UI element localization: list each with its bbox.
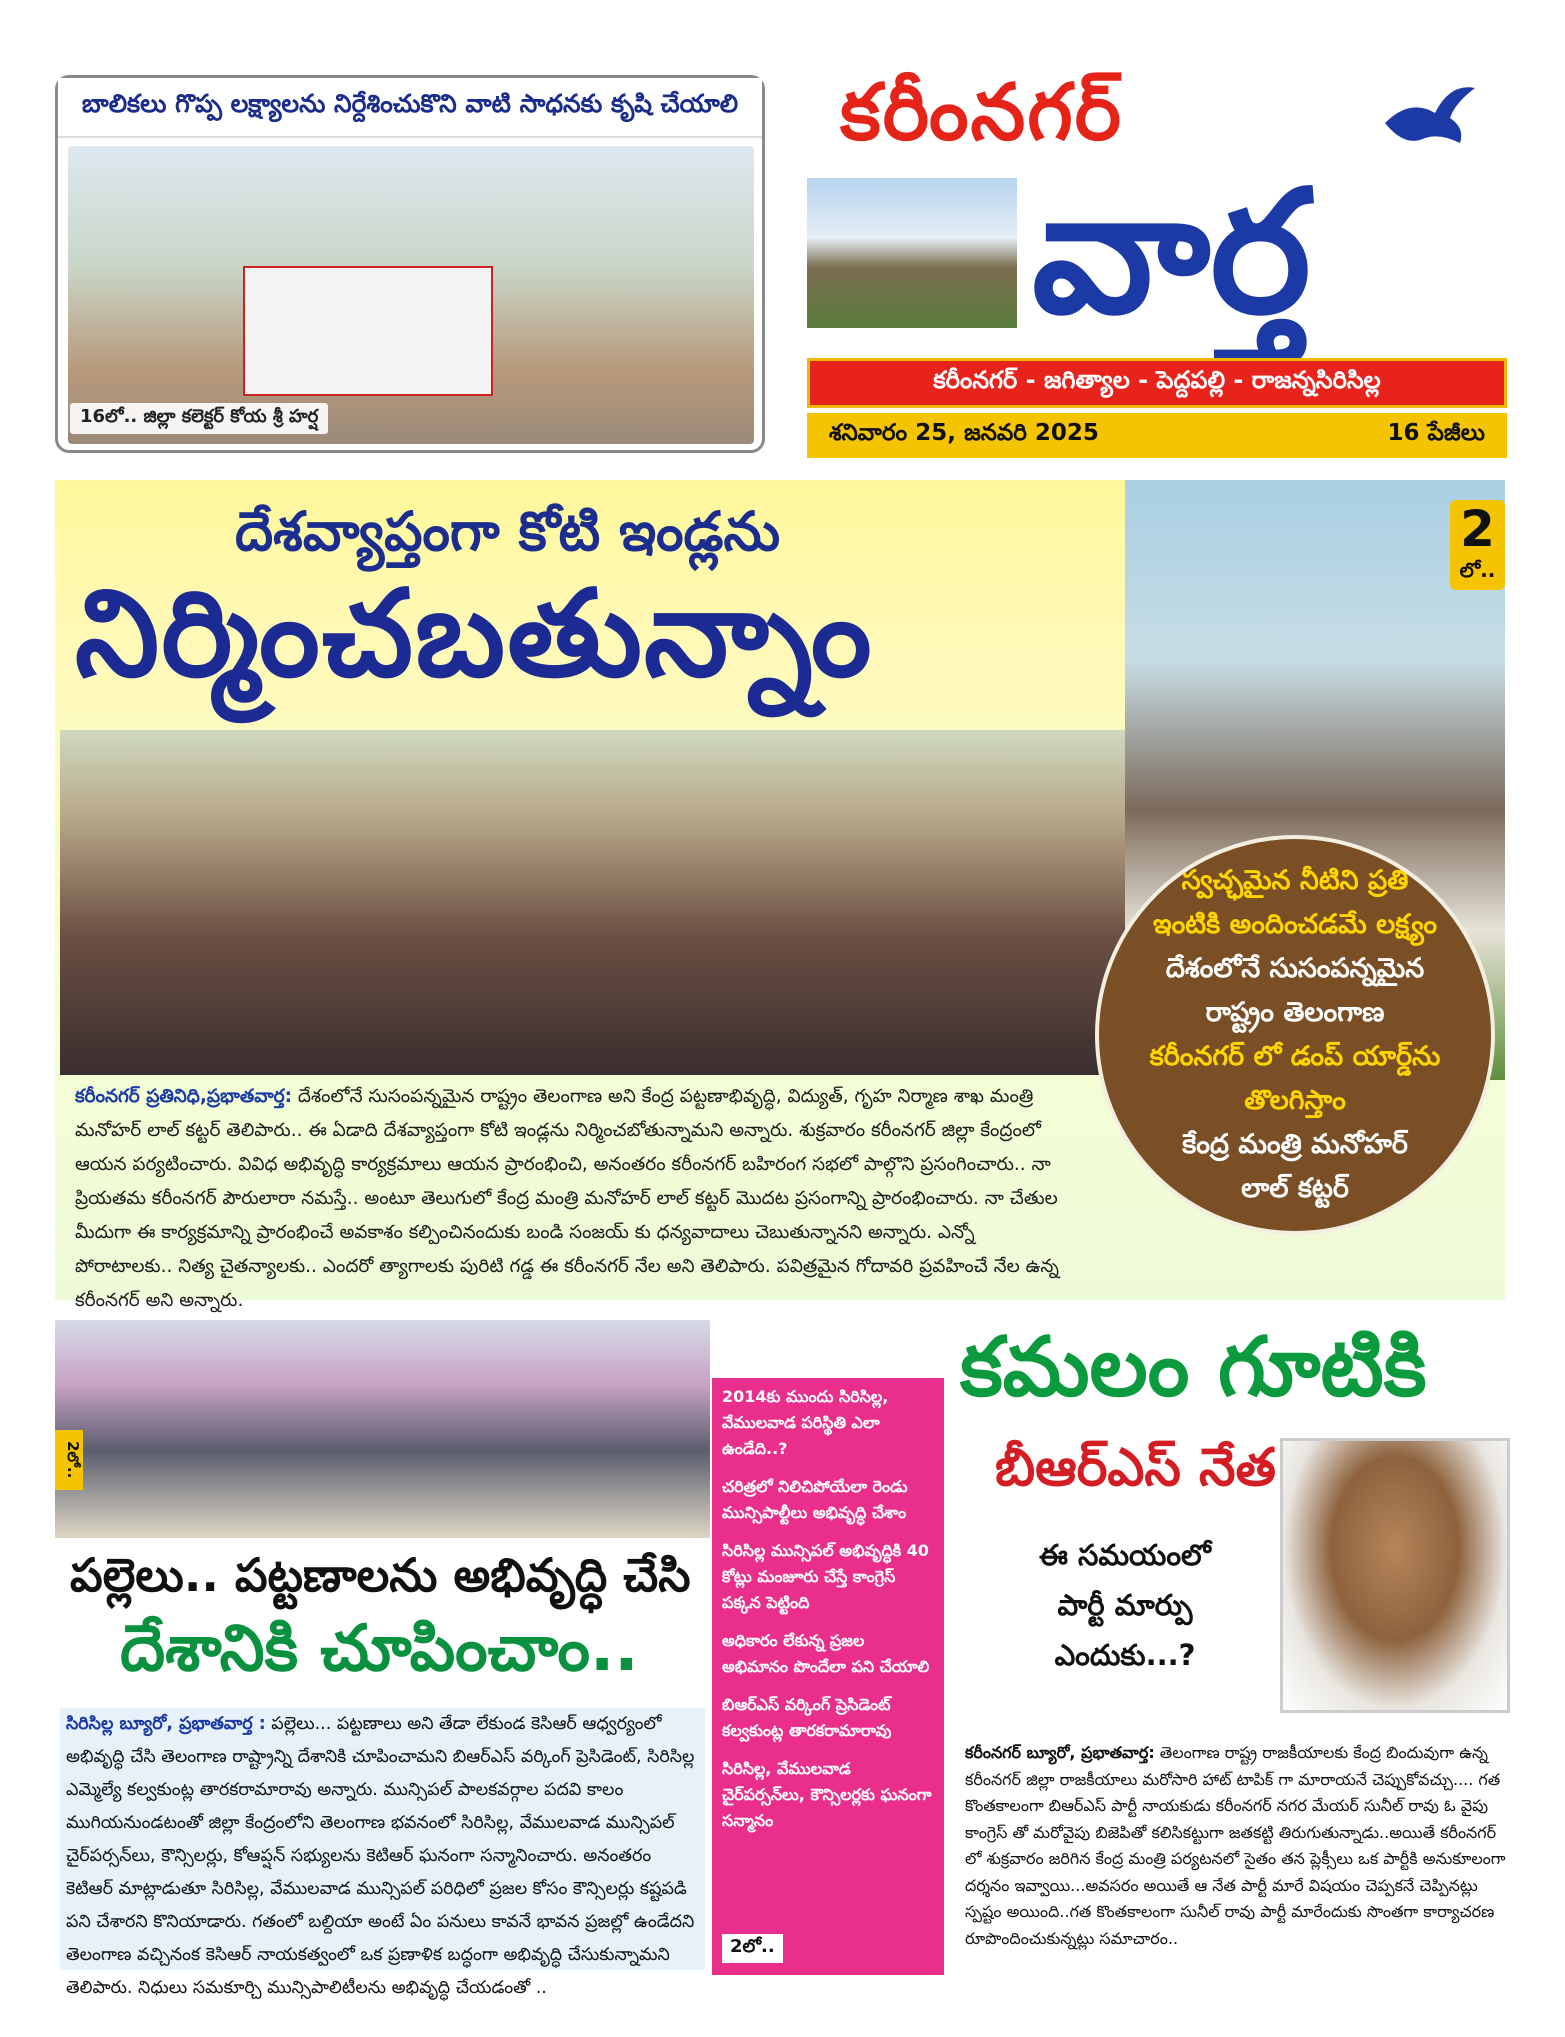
question-line: పార్టీ మార్పు — [1057, 1588, 1193, 1622]
promo-photo — [68, 146, 754, 444]
masthead-regions: కరీంనగర్ - జగిత్యాల - పెద్దపల్లి - రాజన్నసిరిసిల్ల — [807, 358, 1507, 408]
story-party-portrait — [1280, 1438, 1510, 1713]
page-ref-badge — [1450, 500, 1505, 590]
quote-line: లాల్ కట్టర్ — [1241, 1173, 1349, 1204]
story-ktr-photo — [55, 1320, 710, 1538]
lead-body — [75, 1080, 1065, 1318]
highlights-page-ref: 2లో.. — [722, 1934, 783, 1963]
quote-line: కేంద్ర మంత్రి మనోహర్ — [1182, 1129, 1408, 1160]
masthead — [802, 58, 1510, 463]
story-ktr-body — [60, 1708, 705, 1998]
lead-photo-inauguration — [60, 730, 1125, 1075]
quote-line: కరీంనగర్ లో డంప్ యార్డ్‌ను — [1149, 1041, 1441, 1072]
story-ktr-headline1: పల్లెలు.. పట్టణాలను అభివృద్ధి చేసి — [70, 1548, 691, 1602]
promo-caption: 16లో.. జిల్లా కలెక్టర్ కోయ శ్రీ హర్ష — [70, 403, 328, 434]
story-party-question — [995, 1530, 1255, 1680]
masthead-title-big: వార్త — [1032, 154, 1311, 352]
story-party-byline: కరీంనగర్ బ్యూరో, ప్రభాతవార్త: — [965, 1743, 1155, 1762]
highlight-item: చరిత్రలో నిలిచిపోయేలా రెండు మున్సిపాల్టీలు అభివృద్ధి చేశాం — [722, 1477, 908, 1522]
lead-headline: నిర్మించబతున్నాం — [75, 565, 874, 704]
promo-headline: బాలికలు గొప్ప లక్ష్యాలను నిర్దేశించుకొని వాటి సాధనకు కృషి చేయాలి — [58, 78, 762, 138]
highlight-item: సిరిసిల్ల, వేములవాడ చైర్‌పర్సన్‌లు, కౌన్సిలర్లకు ఘనంగా సన్మానం — [722, 1759, 932, 1830]
quote-line: ఇంటికి అందించడమే లక్ష్యం — [1152, 909, 1438, 940]
masthead-dateline — [807, 413, 1507, 458]
issue-date: శనివారం 25, జనవరి 2025 — [829, 419, 1099, 446]
highlight-item: బిఆర్ఎస్ వర్కింగ్ ప్రెసిడెంట్ కల్వకుంట్ల తారకరామారావు — [722, 1695, 892, 1740]
page-ref-label: లో.. — [1459, 558, 1496, 582]
lead-quote-circle — [1095, 835, 1495, 1235]
highlights-column — [712, 1378, 944, 1975]
highlight-item: అధికారం లేకున్న ప్రజల అభిమానం పొందేలా పని చేయాలి — [722, 1631, 930, 1676]
highlight-item: సిరిసిల్ల మున్సిపల్ అభివృద్ధికి 40 కోట్లు మంజూరు చేస్తే కాంగ్రెస్ పక్కన పెట్టింది — [722, 1541, 929, 1612]
quote-line: తొలగిస్తాం — [1244, 1085, 1346, 1116]
highlight-item: 2014కు ముందు సిరిసిల్ల, వేములవాడ పరిస్థితి ఎలా ఉండేది..? — [722, 1387, 889, 1458]
question-line: ఈ సమయంలో — [1039, 1538, 1211, 1572]
promo-box — [55, 75, 765, 453]
story-ktr-headline2: దేశానికి చూపించాం.. — [120, 1612, 639, 1686]
promo-photo-banner — [243, 266, 493, 396]
quote-line: దేశంలోనే సుసంపన్నమైన — [1165, 953, 1425, 984]
page-count: 16 పేజీలు — [1387, 419, 1485, 446]
highlights-list — [722, 1384, 934, 1834]
lead-story — [55, 480, 1505, 1311]
dove-icon — [1380, 78, 1480, 158]
question-line: ఎందుకు...? — [1054, 1638, 1196, 1672]
story-ktr-body-text: పల్లెలు... పట్టణాలు అని తేడా లేకుండ కెసిఆర్ ఆధ్వర్యంలో అభివృద్ధి చేసి తెలంగాణ రాష్ట్రాన్ని దేశానికి చూపించామని బిఆర్ఎస్ వర్కింగ్ ప్రెసిడెంట్, సిరిసిల్ల ఎమ్మెల్యే కల్వకుంట్ల తారకరామారావు అన్నారు. మున్సిపల్ పాలకవర్గాల పదవి కాలం ముగియనుండటంతో జిల్లా కేంద్రంలోని తెలంగాణ భవనంలో సిరిసిల్ల, వేములవాడ మున్సిపల్ చైర్‌పర్సన్‌లు, కౌన్సిలర్లు, కోఆప్షన్ సభ్యులను కెటిఆర్ ఘనంగా సన్మానించారు. అనంతరం కెటిఆర్ మాట్లాడుతూ సిరిసిల్ల, వేములవాడ మున్సిపల్ పరిధిలో ప్రజల కోసం కౌన్సిలర్లు కష్టపడి పని చేశారని కొనియాడారు. గతంలో బల్దియా అంటే ఏం పనులు కావనే భావన ప్రజల్లో ఉండేదని తెలంగాణ వచ్చినంక కెసిఆర్ నాయకత్వంలో ఒక ప్రణాళిక బద్ధంగా అభివృద్ధి చేసుకున్నామని తెలిపారు. నిధులు సమకూర్చి మున్సిపాలిటీలను అభివృద్ధి చేయడంతో .. — [66, 1714, 695, 1998]
story-party-headline1: కమలం గూటికి — [960, 1320, 1427, 1415]
quote-line: రాష్ట్రం తెలంగాణ — [1205, 997, 1385, 1028]
story-ktr — [55, 1320, 710, 1998]
story-party-body — [965, 1740, 1510, 1952]
quote-line: స్వచ్ఛమైన నీటిని ప్రతి — [1181, 865, 1409, 896]
masthead-top — [802, 58, 1510, 168]
story-party-headline2: బీఆర్ఎస్ నేత — [995, 1438, 1276, 1498]
story-party-body-text: తెలంగాణ రాష్ట్ర రాజకీయాలకు కేంద్ర బిందువుగా ఉన్న కరీంనగర్ జిల్లా రాజకీయాలు మరోసారి హాట్ టాపిక్ గా మారాయనే చెప్పుకోవచ్చు.... గత కొంతకాలంగా బిఆర్ఎస్ పార్టీ నాయకుడు కరీంనగర్ నగర మేయర్ సునీల్ రావు ఓ వైపు కాంగ్రెస్ తో మరోవైపు బిజెపితో కలిసికట్టుగా జతకట్టి తిరుగుతున్నాడు..అయితే కరీంనగర్ లో శుక్రవారం జరిగిన కేంద్ర మంత్రి పర్యటనలో సైతం తన ప్లెక్సీలు ఒక పార్టీకి అనుకూలంగా దర్శనం ఇవ్వాయి...అవసరం అయితే ఆ నేత పార్టీ మారే విషయం చెప్పకనే చెప్పినట్లు స్పష్టం అయింది..గత కొంతకాలంగా సునీల్ రావు పార్టీ మారేందుకు సొంతగా కార్యాచరణ రూపొందించుకున్నట్లు సమాచారం.. — [965, 1743, 1506, 1948]
story-ktr-page-ref: 2లో.. — [55, 1430, 83, 1490]
story-ktr-byline: సిరిసిల్ల బ్యూరో, ప్రభాతవార్త : — [66, 1714, 266, 1734]
lead-body-text: దేశంలోనే సుసంపన్నమైన రాష్ట్రం తెలంగాణ అని కేంద్ర పట్టణాభివృద్ధి, విద్యుత్, గృహ నిర్మాణ శాఖ మంత్రి మనోహర్ లాల్ కట్టర్ తెలిపారు.. ఈ ఏడాది దేశవ్యాప్తంగా కోటి ఇండ్లను నిర్మించబోతున్నామని అన్నారు. శుక్రవారం కరీంనగర్ జిల్లా కేంద్రంలో ఆయన పర్యటించారు. వివిధ అభివృద్ధి కార్యక్రమాలు ఆయన ప్రారంభించి, అనంతరం కరీంనగర్ బహిరంగ సభలో పాల్గొని ప్రసంగించారు.. నా ప్రియతమ కరీంనగర్ పౌరులారా నమస్తే.. అంటూ తెలుగులో కేంద్ర మంత్రి మనోహర్ లాల్ కట్టర్ మొదట ప్రసంగాన్ని ప్రారంభించారు. నా చేతుల మీదుగా ఈ కార్యక్రమాన్ని ప్రారంభించే అవకాశం కల్పించినందుకు బండి సంజయ్ కు ధన్యవాదాలు చెబుతున్నానని అన్నారు. ఎన్నో పోరాటాలకు.. నిత్య చైతన్యాలకు.. ఎందరో త్యాగాలకు పురిటి గడ్డ ఈ కరీంనగర్ నేల అని తెలిపారు. పవిత్రమైన గోదావరి ప్రవహించే నేల ఉన్న కరీంనగర్ అని అన్నారు. — [75, 1086, 1059, 1311]
lead-kicker: దేశవ్యాప్తంగా కోటి ఇండ్లను — [235, 500, 781, 563]
story-party-switch — [955, 1320, 1510, 1975]
masthead-title-top: కరీంనగర్ — [840, 68, 1124, 158]
lead-byline: కరీంనగర్ ప్రతినిధి,ప్రభాతవార్త: — [75, 1086, 293, 1107]
masthead-dam-photo — [807, 178, 1017, 328]
page-ref-number: 2 — [1460, 500, 1495, 558]
